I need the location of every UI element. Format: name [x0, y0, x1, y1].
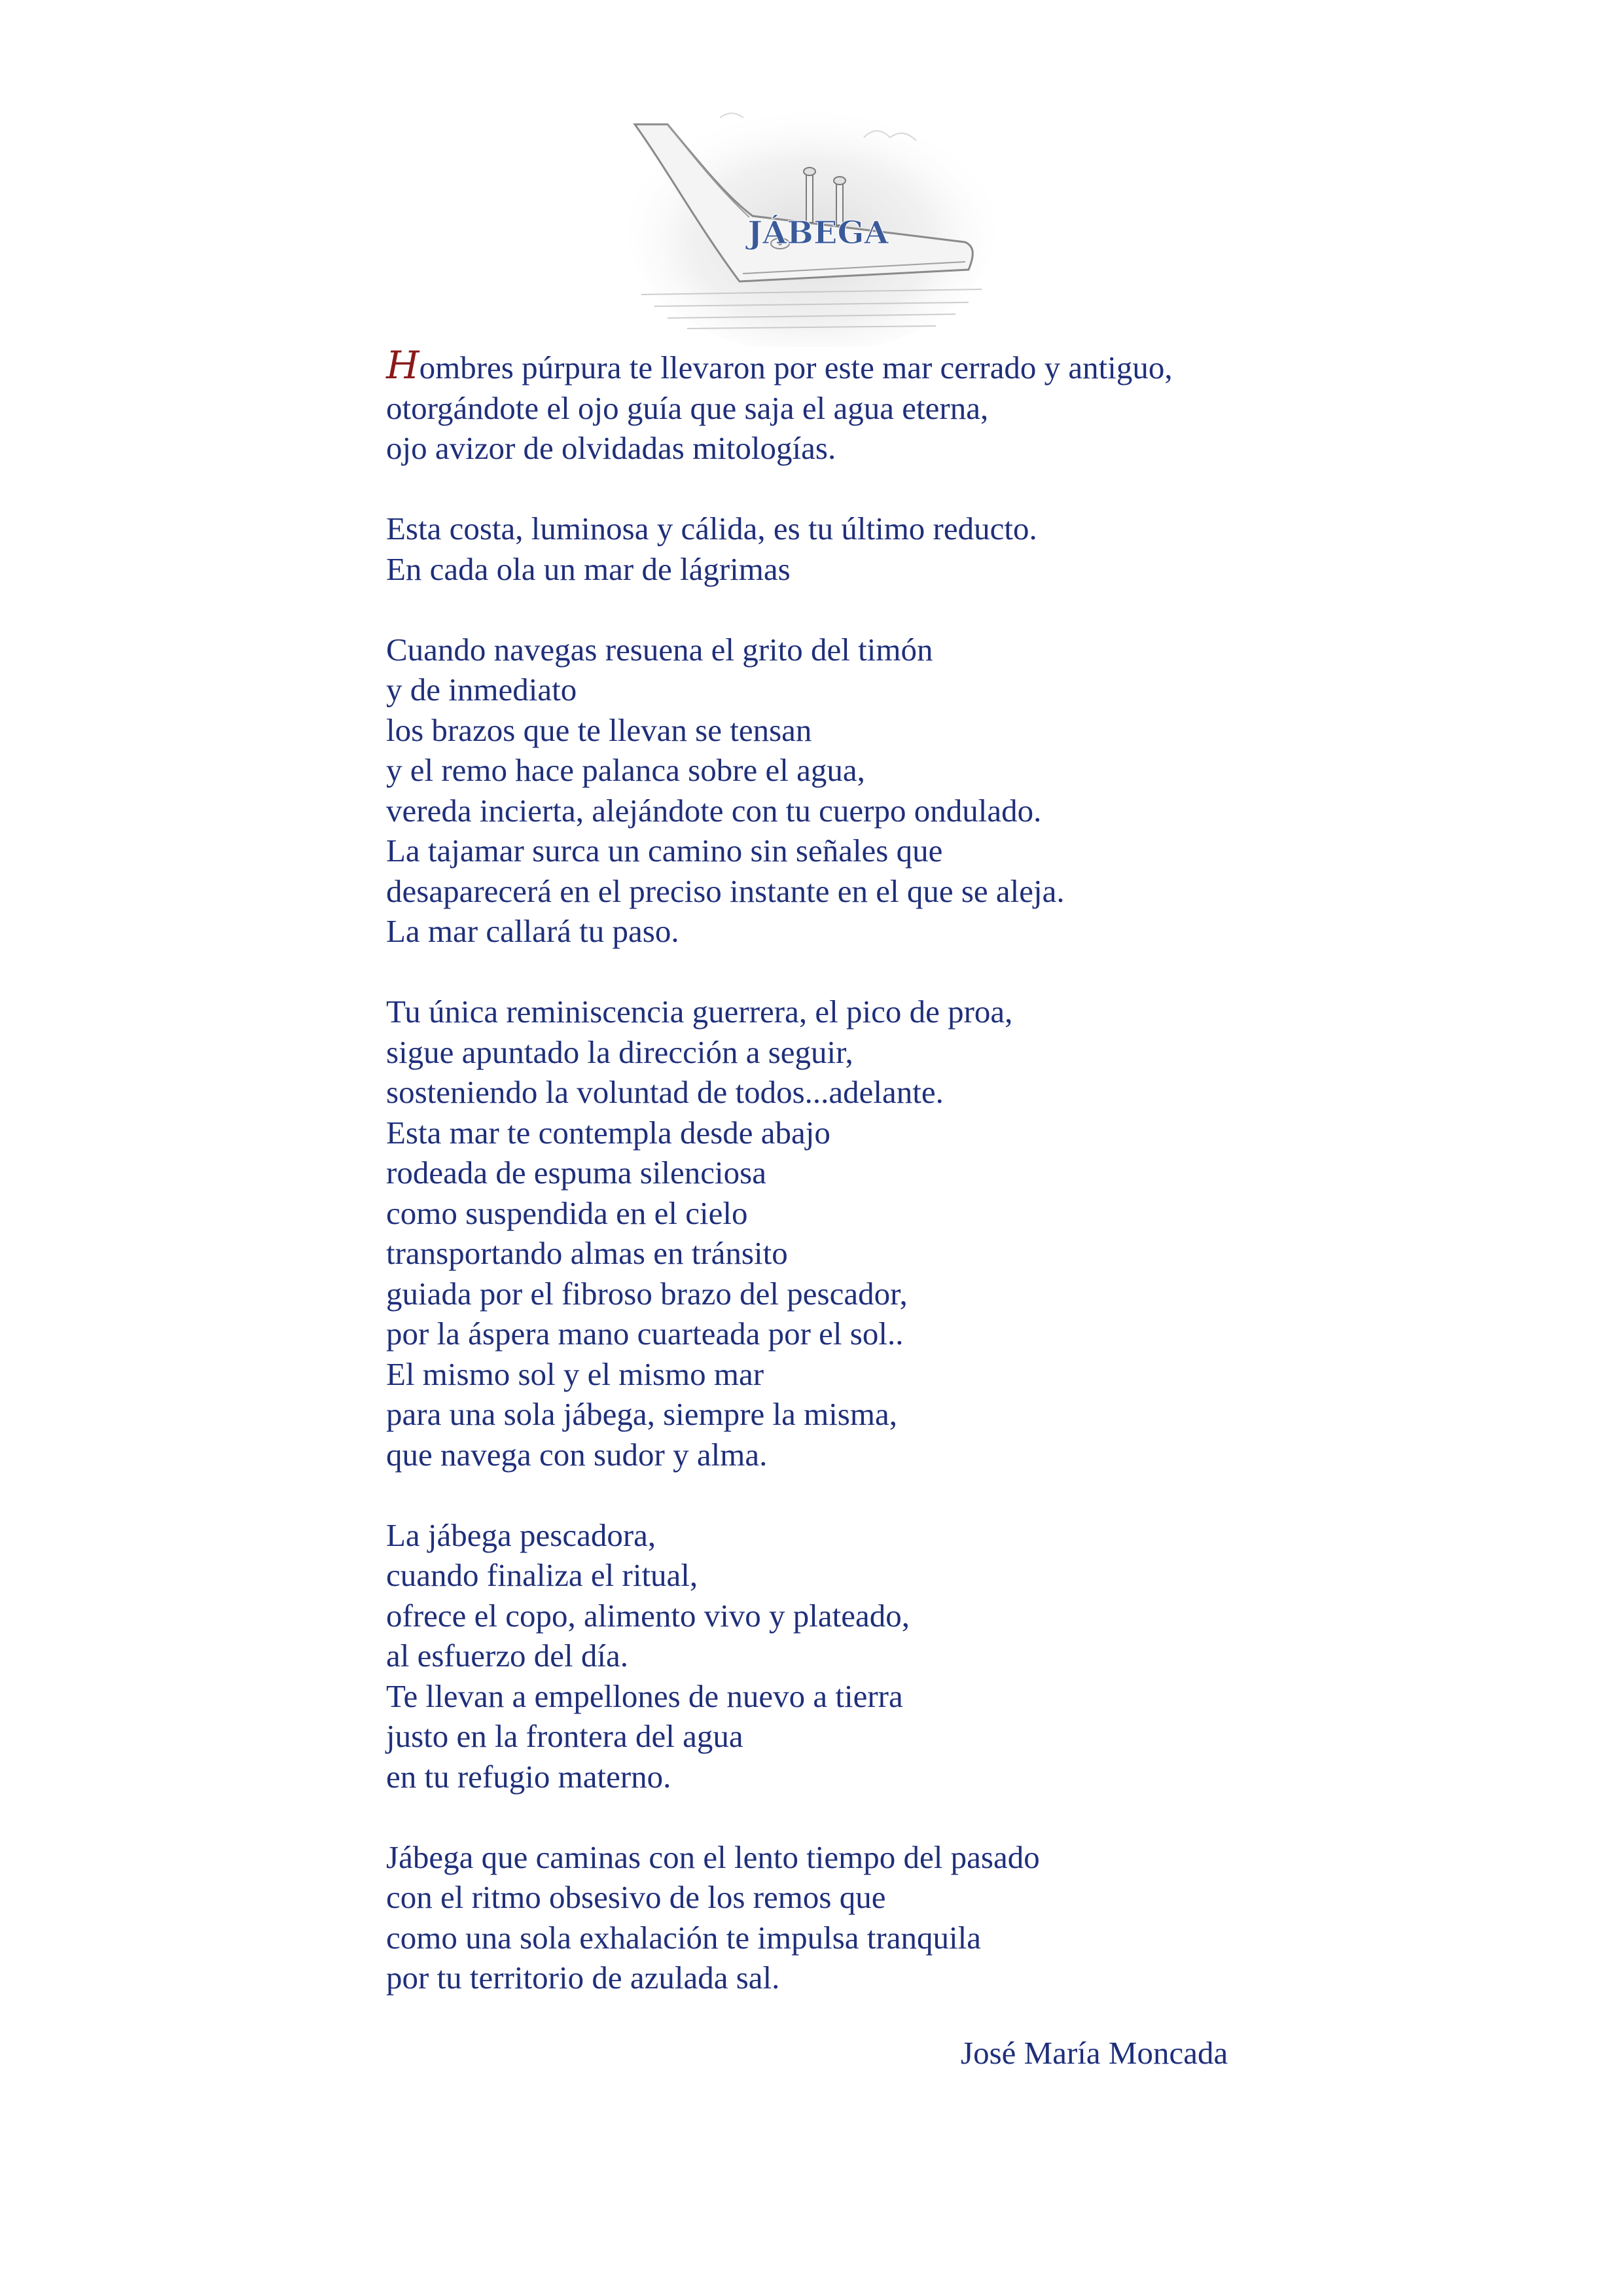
boat-illustration [628, 98, 995, 347]
poem-line: en tu refugio materno. [386, 1758, 671, 1795]
poem-line: como una sola exhalación te impulsa tranquila [386, 1919, 981, 1956]
poem-line: ofrece el copo, alimento vivo y plateado, [386, 1597, 910, 1634]
poem-line: La jábega pescadora, [386, 1516, 656, 1553]
poem-line: La mar callará tu paso. [386, 913, 679, 949]
poem-line: los brazos que te llevan se tensan [386, 711, 812, 748]
poem-line: transportando almas en tránsito [386, 1235, 788, 1271]
poem-line: vereda incierta, alejándote con tu cuerpo ondulado. [386, 792, 1042, 829]
poem-stanza-5 [386, 1515, 1368, 1797]
poem-line: sosteniendo la voluntad de todos...adelante. [386, 1074, 944, 1110]
poem-line: guiada por el fibroso brazo del pescador, [386, 1275, 908, 1312]
poem-line: rodeada de espuma silenciosa [386, 1155, 766, 1191]
poem-line: En cada ola un mar de lágrimas [386, 550, 791, 587]
poem-stanza-2 [386, 509, 1368, 589]
poem-line: Tu única reminiscencia guerrera, el pico de proa, [386, 994, 1013, 1030]
poem-line: por tu territorio de azulada sal. [386, 1960, 780, 1996]
poem-line: para una sola jábega, siempre la misma, [386, 1396, 897, 1432]
poem-body [386, 343, 1368, 2038]
poem-line: cuando finaliza el ritual, [386, 1557, 698, 1593]
poem-line: Jábega que caminas con el lento tiempo del pasado [386, 1839, 1040, 1875]
poem-stanza-3 [386, 630, 1368, 952]
poem-line: La tajamar surca un camino sin señales que [386, 833, 943, 869]
poem-line: y el remo hace palanca sobre el agua, [386, 752, 865, 788]
poem-line: El mismo sol y el mismo mar [386, 1355, 764, 1392]
poem-stanza-4 [386, 992, 1368, 1475]
poem-line: por la áspera mano cuarteada por el sol.. [386, 1316, 904, 1352]
poem-line: y de inmediato [386, 672, 577, 708]
poem-line: como suspendida en el cielo [386, 1194, 748, 1231]
poem-line: otorgándote el ojo guía que saja el agua eterna, [386, 389, 989, 426]
poem-line: con el ritmo obsesivo de los remos que [386, 1879, 886, 1915]
poem-stanza-6 [386, 1837, 1368, 1998]
poem-first-line-text: ombres púrpura te llevaron por este mar cerrado y antiguo, [419, 350, 1173, 386]
poem-line [386, 343, 1368, 388]
poem-line: que navega con sudor y alma. [386, 1436, 768, 1473]
poem-line: al esfuerzo del día. [386, 1638, 629, 1674]
poem-line: sigue apuntado la dirección a seguir, [386, 1033, 853, 1070]
drop-cap-letter: H [386, 343, 419, 387]
poem-stanza-1 [386, 343, 1368, 469]
poem-author: José María Moncada [961, 2035, 1228, 2071]
poem-line: desaparecerá en el preciso instante en el que se aleja. [386, 872, 1065, 909]
poem-line: justo en la frontera del agua [386, 1718, 743, 1754]
poem-line: Te llevan a empellones de nuevo a tierra [386, 1677, 903, 1714]
boat-title: JÁBEGA [747, 215, 889, 251]
poem-line: Cuando navegas resuena el grito del timón [386, 631, 933, 668]
poem-line: Esta costa, luminosa y cálida, es tu último reducto. [386, 511, 1037, 547]
boat-sketch-icon [628, 98, 995, 347]
poem-line: ojo avizor de olvidadas mitologías. [386, 430, 836, 466]
poem-line: Esta mar te contempla desde abajo [386, 1114, 830, 1151]
